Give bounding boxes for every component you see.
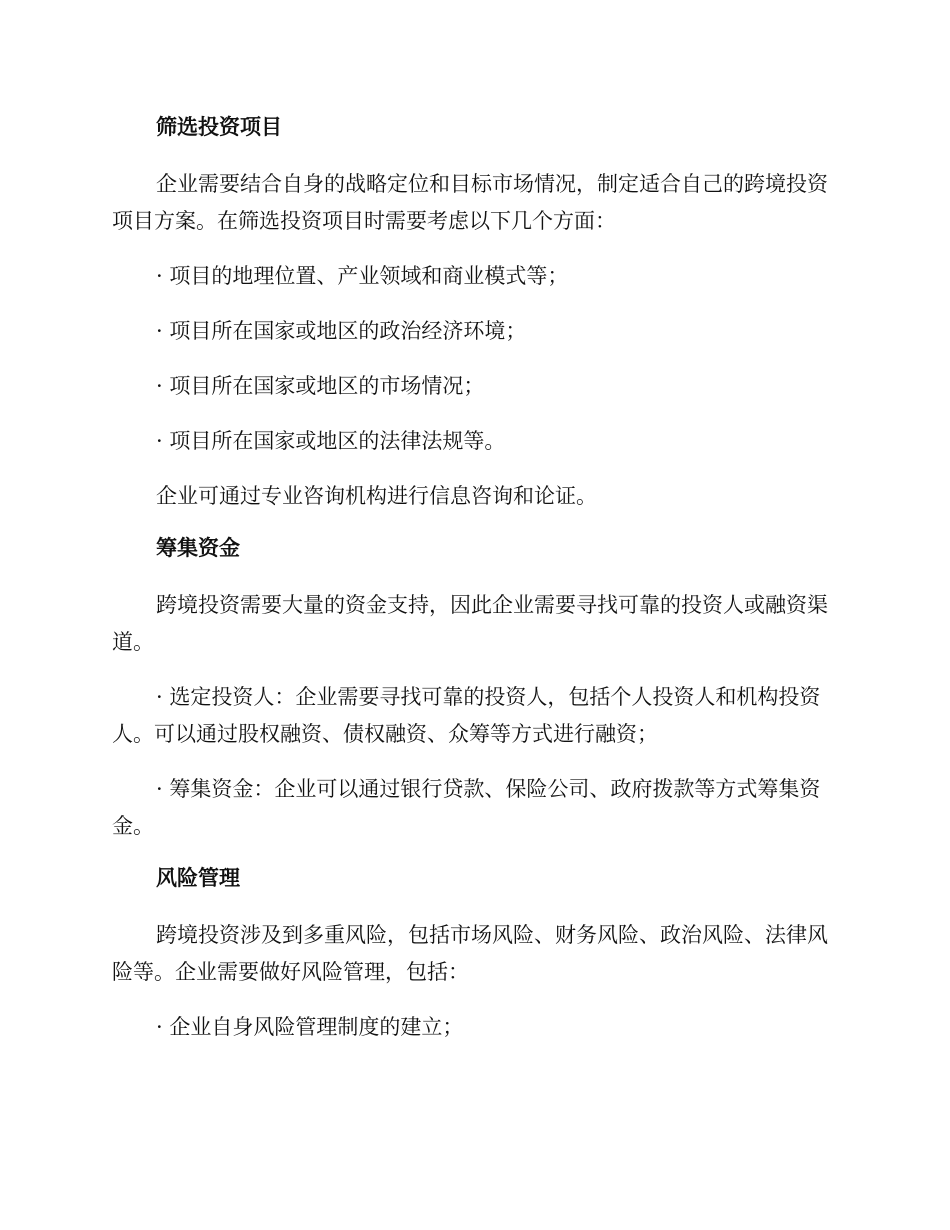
- list-item: · 项目所在国家或地区的政治经济环境；: [156, 319, 527, 343]
- list-item: · 筹集资金：企业可以通过银行贷款、保险公司、政府拨款等方式筹集资金。: [112, 777, 821, 838]
- list-item: · 选定投资人：企业需要寻找可靠的投资人，包括个人投资人和机构投资人。可以通过股权融资、债权融资、众筹等方式进行融资；: [112, 685, 821, 746]
- section-heading-fundraising: 筹集资金: [156, 536, 240, 560]
- list-item: · 项目所在国家或地区的法律法规等。: [156, 429, 506, 453]
- paragraph: 企业需要结合自身的战略定位和目标市场情况，制定适合自己的跨境投资项目方案。在筛选投资项目时需要考虑以下几个方面：: [112, 172, 828, 233]
- list-item: · 项目所在国家或地区的市场情况；: [156, 374, 485, 398]
- paragraph: 跨境投资需要大量的资金支持，因此企业需要寻找可靠的投资人或融资渠道。: [112, 593, 828, 654]
- section-heading-risk-management: 风险管理: [156, 866, 240, 890]
- paragraph: 跨境投资涉及到多重风险，包括市场风险、财务风险、政治风险、法律风险等。企业需要做好风险管理，包括：: [112, 923, 828, 984]
- list-item: · 项目的地理位置、产业领域和商业模式等；: [156, 264, 569, 288]
- document-body: [112, 112, 828, 1064]
- list-item: · 企业自身风险管理制度的建立；: [156, 1015, 464, 1039]
- paragraph: 企业可通过专业咨询机构进行信息咨询和论证。: [156, 484, 597, 508]
- section-heading-project-screening: 筛选投资项目: [156, 115, 282, 139]
